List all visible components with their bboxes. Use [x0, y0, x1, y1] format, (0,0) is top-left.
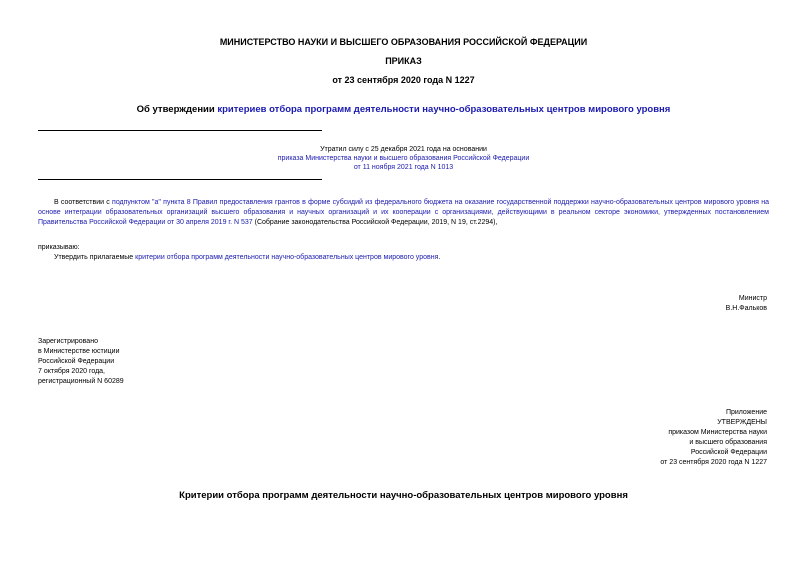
p3-criteria-link[interactable]: критерии отбора программ деятельности научно-образовательных центров мирового уровня [135, 254, 439, 261]
top-divider [38, 130, 322, 131]
registration-line-1: Зарегистрировано [38, 338, 98, 345]
registration-block [38, 337, 124, 387]
p1-text-b: (Собрание законодательства Российской Федерации, 2019, N 19, ст.2294), [252, 219, 498, 226]
appendix-line-1: Приложение [725, 409, 767, 416]
document-title [0, 104, 807, 115]
body-paragraph-2: приказываю: [38, 244, 80, 251]
p3-text-a: Утвердить прилагаемые [54, 254, 136, 261]
appendix-line-2: УТВЕРЖДЕНЫ [717, 419, 767, 426]
registration-line-4: 7 октября 2020 года, [38, 368, 106, 375]
body-paragraph-3 [54, 253, 440, 263]
p1-text-a: В соответствии с [54, 199, 113, 206]
registration-line-2: в Министерстве юстиции [38, 348, 120, 355]
p1-rules-link[interactable]: подпунктом "а" пункта 8 Правил предоставления грантов в форме субсидий из федерального бюджета на оказание государственной поддержки научно-образовательных центров мирового уровня на основе интеграции образовательных организаций высшего образования и научных организаций и их кооперации с организациями, действующими в реальном секторе экономики, утвержденных постановлением Правительства Российской Федерации от 30 апреля 2019 г. N 537 [38, 199, 769, 226]
title-prefix: Об утверждении [136, 104, 218, 115]
body-paragraph-1 [38, 198, 769, 228]
signature-block [726, 294, 767, 314]
status-link-order[interactable]: приказа Министерства науки и высшего образования Российской Федерации [277, 155, 530, 162]
p3-text-b: . [438, 254, 441, 261]
appendix-block [660, 408, 767, 468]
ministry-heading: МИНИСТЕРСТВО НАУКИ И ВЫСШЕГО ОБРАЗОВАНИЯ РОССИЙСКОЙ ФЕДЕРАЦИИ [219, 37, 588, 47]
title-link[interactable]: критериев отбора программ деятельности научно-образовательных центров мирового уровня [217, 104, 671, 115]
signature-title: Министр [738, 295, 767, 302]
status-link-date[interactable]: от 11 ноября 2021 года N 1013 [353, 164, 454, 171]
appendix-line-3: приказом Министерства науки [668, 429, 767, 436]
signature-name: В.Н.Фальков [725, 305, 767, 312]
section-title: Критерии отбора программ деятельности научно-образовательных центров мирового уровня [179, 490, 628, 501]
appendix-line-6: от 23 сентября 2020 года N 1227 [660, 459, 767, 466]
appendix-line-4: и высшего образования [689, 439, 767, 446]
status-line-1: Утратил силу с 25 декабря 2021 года на основании [320, 146, 487, 153]
document-date-number: от 23 сентября 2020 года N 1227 [332, 75, 475, 85]
document-type: ПРИКАЗ [385, 56, 422, 66]
bottom-divider [38, 179, 322, 180]
registration-line-5: регистрационный N 60289 [38, 378, 124, 385]
appendix-line-5: Российской Федерации [690, 449, 767, 456]
registration-line-3: Российской Федерации [38, 358, 115, 365]
